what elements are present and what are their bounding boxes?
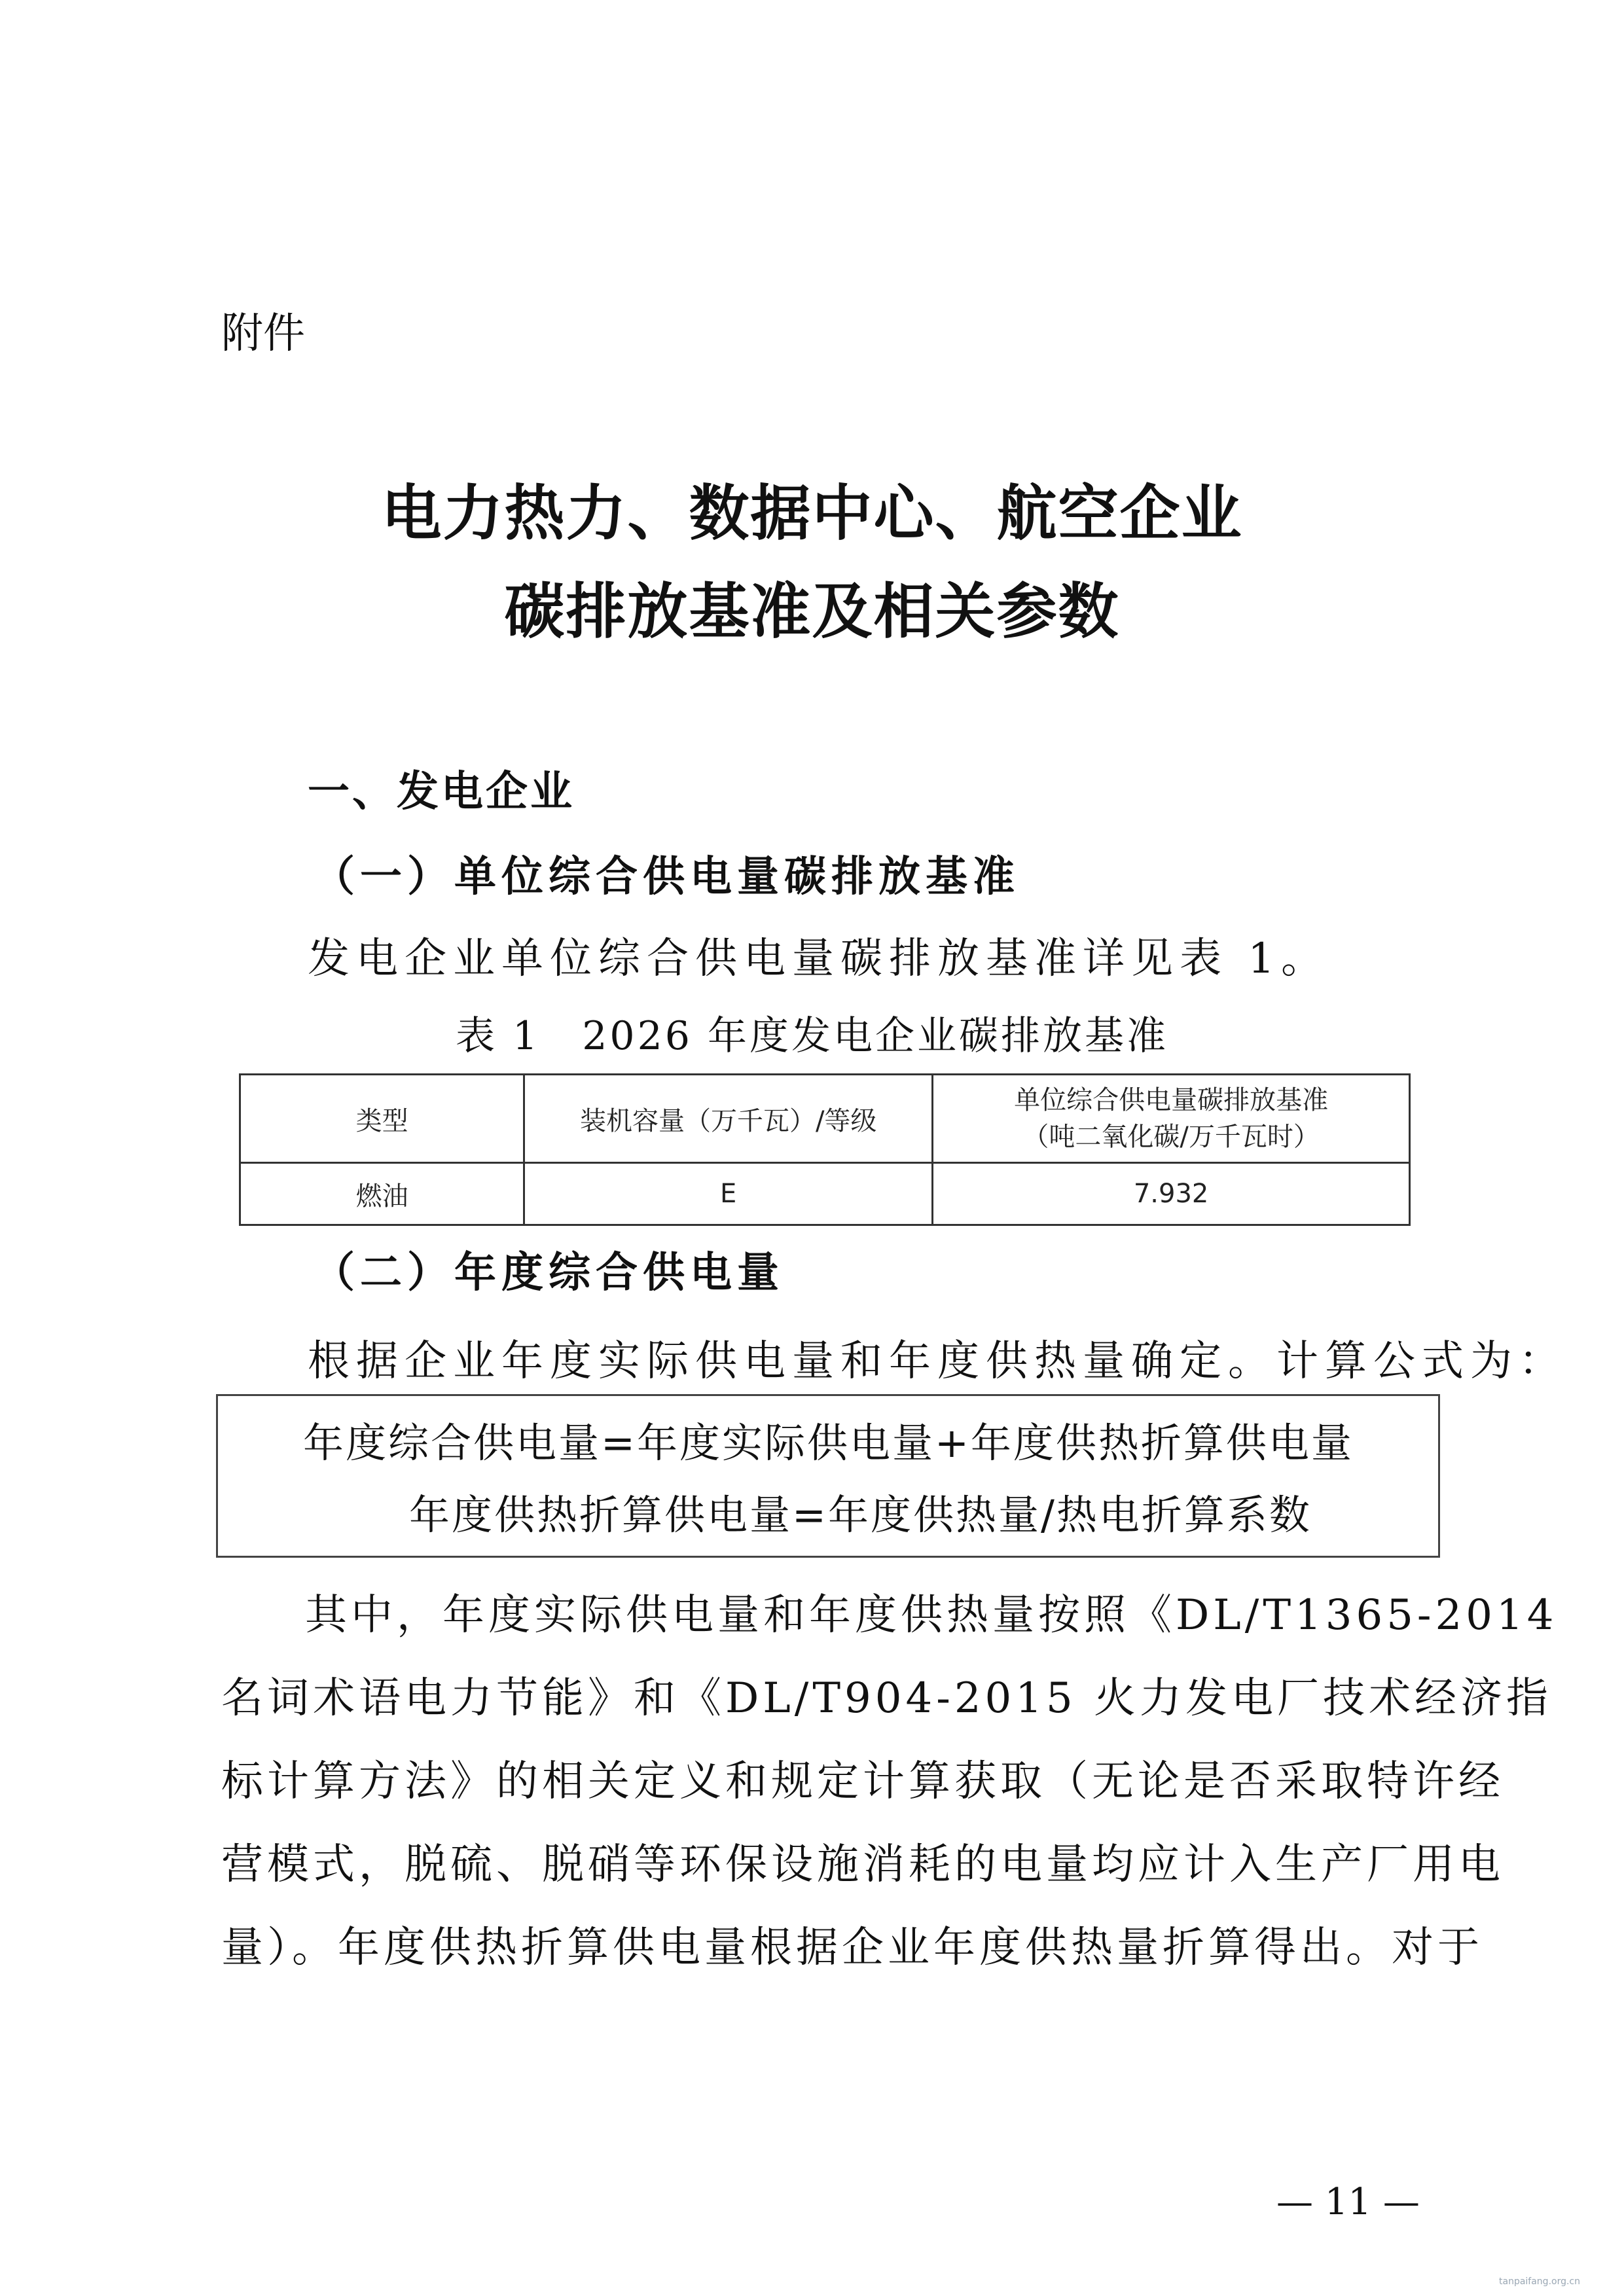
cell-benchmark: 7.932 [933,1163,1410,1225]
annual-supply-paragraph: 根据企业年度实际供电量和年度供热量确定。计算公式为： [308,1337,1567,1386]
body-line: 名词术语电力节能》和《DL/T904-2015 火力发电厂技术经济指 [221,1674,1553,1723]
table-header-row [240,1075,1410,1163]
body-line: 其中，年度实际供电量和年度供热量按照《DL/T1365-2014 [305,1591,1558,1640]
benchmark-paragraph: 发电企业单位综合供电量碳排放基准详见表 1。 [308,935,1330,983]
watermark: tanpaifang.org.cn [1499,2276,1580,2287]
document-title-line2: 碳排放基准及相关参数 [504,577,1120,647]
page-number: — 11 — [1276,2181,1420,2223]
table-row [240,1163,1410,1225]
formula-line1: 年度综合供电量=年度实际供电量+年度供热折算供电量 [303,1419,1354,1467]
body-line: 标计算方法》的相关定义和规定计算获取（无论是否采取特许经 [221,1757,1504,1806]
body-line: 量）。年度供热折算供电量根据企业年度供热量折算得出。对于 [221,1924,1483,1972]
cell-type: 燃油 [240,1163,524,1225]
header-capacity: 装机容量（万千瓦）/等级 [524,1075,933,1163]
document-title-line1: 电力热力、数据中心、航空企业 [381,478,1243,548]
subsection-heading-annual-supply: （二）年度综合供电量 [313,1249,784,1297]
formula-line2: 年度供热折算供电量=年度供热量/热电折算系数 [409,1491,1312,1539]
subsection-heading-benchmark: （一）单位综合供电量碳排放基准 [313,853,1020,901]
header-type: 类型 [240,1075,524,1163]
attachment-label: 附件 [221,310,305,358]
explanation-paragraph [221,1574,1558,1990]
body-line: 营模式，脱硫、脱硝等环保设施消耗的电量均应计入生产厂用电 [221,1840,1504,1889]
cell-capacity: E [524,1163,933,1225]
table-caption: 表 1 2026 年度发电企业碳排放基准 [455,1013,1168,1059]
header-benchmark [933,1075,1410,1163]
benchmark-table [239,1073,1411,1226]
header-benchmark-line1: 单位综合供电量碳排放基准 [1014,1085,1329,1115]
section-heading-power-generation: 一、发电企业 [308,768,575,816]
header-benchmark-line2: （吨二氧化碳/万千瓦时） [1022,1122,1320,1152]
